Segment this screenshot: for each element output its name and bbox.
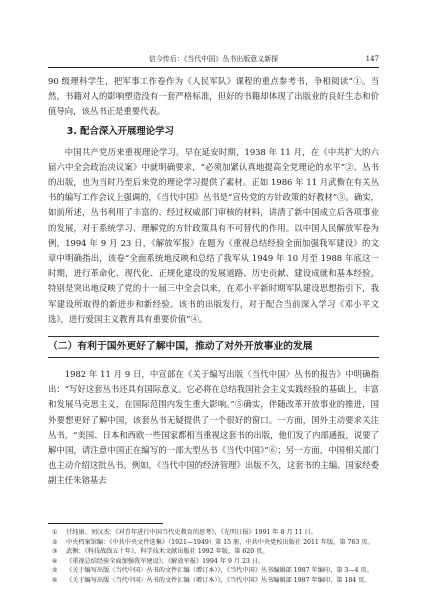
footnote <box>48 576 379 586</box>
footnote-mark: ⑤ <box>52 567 58 575</box>
footnote-mark: ④ <box>52 557 58 565</box>
footnote-rule <box>48 523 163 524</box>
footnote <box>48 538 379 548</box>
footnote-text: 甘纯康、刘汉杰：《对青年进行中国当代史教育的思考》，《光明日报》1991 年 8 月 11 日。 <box>66 529 317 536</box>
footnote <box>48 566 379 576</box>
footnote-mark: ⑥ <box>52 576 58 584</box>
footnote-mark: ③ <box>52 548 58 556</box>
footnote-text: 武衡：《科技战线五十年》，科学技术文献出版社 1992 年版，第 620 页。 <box>66 548 269 556</box>
running-header <box>0 54 427 64</box>
footnotes <box>48 528 379 586</box>
footnote-mark: ② <box>52 538 58 546</box>
footnote <box>48 528 379 538</box>
header-rule <box>48 67 379 68</box>
body-text <box>48 74 379 489</box>
footnote-mark: ① <box>52 529 58 536</box>
running-header-title: 信今传后：《当代中国》丛书出版意义新探 <box>148 55 279 63</box>
footnote <box>48 547 379 557</box>
page-number: 147 <box>365 55 379 63</box>
subheading: 3. 配合深入开展理论学习 <box>66 125 174 137</box>
footnote-text: 《重视总结经验全面加强我军建设》，《解放军报》1994 年 9 月 23 日。 <box>66 557 265 565</box>
section-heading: （二）有利于国外更好了解中国，推动了对外开放事业的发展 <box>48 336 379 358</box>
paragraph-theory-study: 中国共产党历来重视理论学习。早在延安时期，1938 年 11 月，在《中共扩大的六届六中全会政治决议案》中就明确要求，“必须加紧认真地提高全党理论的水平”②。丛书的出版，也为当时乃至后来党的理论学习提供了素材。正如 1986 年 11 月武衡在有关丛书的编写工作会议上强调的，《当代中国》丛书是“宣传党的方针政策的好教材”③。确实，如前所述，丛书利用了丰富的、经过权威部门审核的材料，讲清了新中国成立后各项事业的发展，对于系统学习、理解党的方针政策具有不可替代的作用。以中国人民解放军卷为例，1994 年 9 月 23 日，《解放军报》在题为《重视总结经验全面加强我军建设》的文章中明确指出，该卷“全面系统地反映和总结了我军从 1949 年 10 月至 1988 年底这一时期，进行革命化、现代化、正规化建设的发展道路、历史贡献、建设成就和基本经验。特别是突出地反映了党的十一届三中全会以来，在邓小平新时期军队建设思想指引下，我军建设所取得的新进步和新经验。该书的出版发行，对于配合当前深入学习《邓小平文选》，进行爱国主义教育具有重要价值”④。 <box>48 146 379 324</box>
paragraph-international: 1982 年 11 月 9 日，中宣部在《关于编写出版〈当代中国〉丛书的报告》中明确指出：“写好这套丛书还具有国际意义。它必将在总结我国社会主义实践经验的基础上，丰富和发展马克思主义，在国际范围内发生重大影响。”⑤确实，伴随改革开放事业的推进，国外要想更好了解中国，该套丛书无疑提供了一个很好的窗口。一方面，国外主动要求关注丛书，“美国、日本和西欧一些国家都相当重视这套书的出版，他们发了内部通报，说要了解中国，请注意中国正在编写的一部大型丛书《当代中国》”⑥；另一方面，中国相关部门也主动介绍这批丛书。例如，《当代中国的经济管理》出版不久，这套书的主编、国家经委副主任朱镕基去 <box>48 369 379 486</box>
footnote-text: 中央档案馆编：《中共中央文件选集》（1921—1949）第 15 册，中共中央党校出版社 2011 年版，第 763 页。 <box>66 538 374 546</box>
footnote-text: 《关于编写出版〈当代中国〉丛书的文件汇编（增订本）》，《当代中国》丛书编辑部 1987 年编印，第 184 页。 <box>66 576 371 584</box>
paragraph-continued: 90 级理科学生，把军事工作卷作为《人民军队》课程的重点参考书，争相阅读”①。当然，书籍对人的影响塑造没有一套严格标准，但好的书籍却体现了出版业的良好生态和价值导向，该丛书正是重要代表。 <box>48 76 379 117</box>
footnote-text: 《关于编写出版〈当代中国〉丛书的文件汇编（增订本）》，《当代中国》丛书编辑部 1987 年编印，第 3—4 页。 <box>66 567 373 575</box>
footnote <box>48 557 379 567</box>
